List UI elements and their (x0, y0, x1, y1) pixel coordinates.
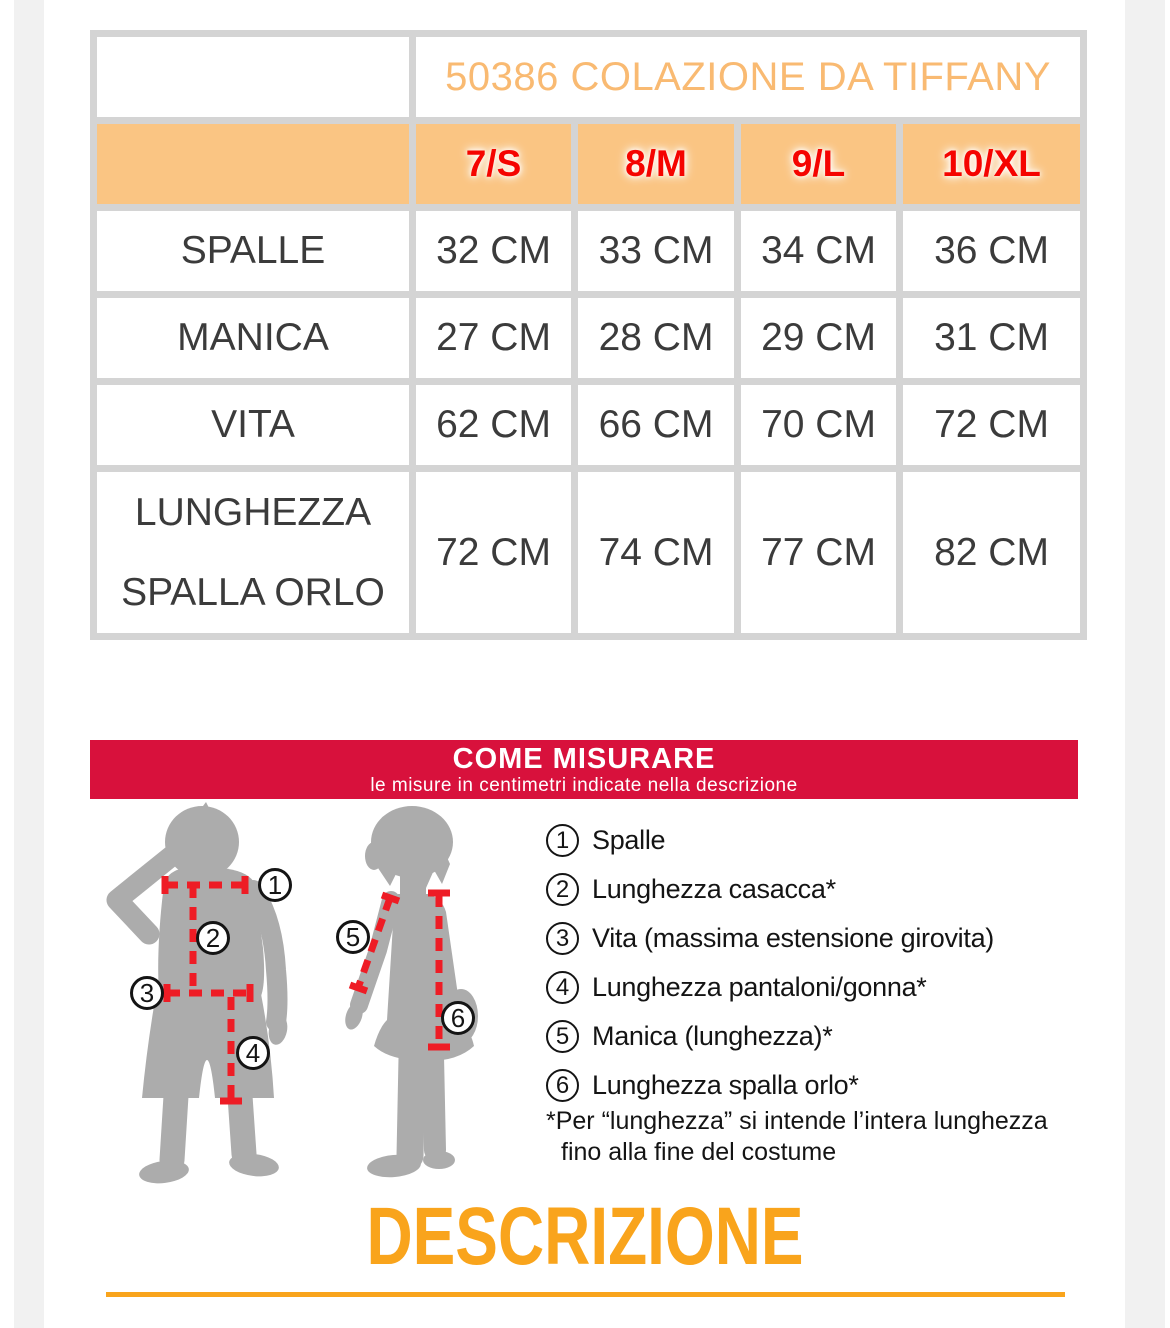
legend-label: Manica (lunghezza)* (592, 1021, 833, 1051)
legend-item-lunghezza-pantaloni (546, 963, 1091, 1012)
footnote-line-2: fino alla fine del costume (561, 1138, 837, 1166)
row-label-vita: VITA (94, 382, 413, 469)
description-section-title: DESCRIZIONE (366, 1191, 804, 1282)
size-col-7s (413, 121, 575, 208)
how-to-measure-banner (90, 740, 1078, 799)
legend-item-manica (546, 1012, 1091, 1061)
legend-num-4: 4 (546, 971, 579, 1004)
banner-title: COME MISURARE (452, 743, 716, 775)
table-cell: 66 CM (575, 382, 738, 469)
legend-item-spalle (546, 816, 1091, 865)
right-page-margin (1125, 0, 1165, 1328)
table-row-sizes (94, 121, 1084, 208)
legend-label: Lunghezza pantaloni/gonna* (592, 972, 927, 1002)
table-row-spalle (94, 208, 1084, 295)
row-label-spalle: SPALLE (94, 208, 413, 295)
size-label: 9/L (791, 143, 846, 184)
legend-label: Lunghezza spalla orlo* (592, 1070, 859, 1100)
size-label: 10/XL (942, 143, 1041, 184)
measurement-footnote (546, 1106, 1086, 1168)
legend-num-3: 3 (546, 922, 579, 955)
marker-6-circle: 6 (441, 1001, 475, 1035)
table-row-lunghezza-spalla-orlo (94, 469, 1084, 637)
table-cell: 34 CM (738, 208, 900, 295)
table-cell: 32 CM (413, 208, 575, 295)
table-row-manica (94, 295, 1084, 382)
product-title: 50386 COLAZIONE DA TIFFANY (413, 34, 1084, 121)
table-cell: 28 CM (575, 295, 738, 382)
measurement-legend (546, 816, 1091, 1110)
marker-1-circle: 1 (258, 868, 292, 902)
table-cell: 70 CM (738, 382, 900, 469)
table-row-title (94, 34, 1084, 121)
size-label: 7/S (465, 143, 522, 184)
size-label: 8/M (625, 143, 687, 184)
legend-label: Spalle (592, 825, 666, 855)
empty-corner-cell (94, 34, 413, 121)
table-cell: 29 CM (738, 295, 900, 382)
legend-item-lunghezza-spalla-orlo (546, 1061, 1091, 1110)
table-cell: 33 CM (575, 208, 738, 295)
description-divider-line (106, 1292, 1065, 1297)
row-label-manica: MANICA (94, 295, 413, 382)
row-label-line-2: SPALLA ORLO (121, 570, 385, 614)
size-col-8m (575, 121, 738, 208)
table-cell: 62 CM (413, 382, 575, 469)
measurement-diagram (90, 798, 542, 1195)
marker-4-circle: 4 (236, 1036, 270, 1070)
table-cell: 27 CM (413, 295, 575, 382)
empty-size-label-cell (94, 121, 413, 208)
row-label-line-1: LUNGHEZZA (134, 490, 372, 534)
footnote-line-1: *Per “lunghezza” si intende l’intera lunghezza (546, 1107, 1048, 1135)
table-cell: 74 CM (575, 469, 738, 637)
size-table (90, 30, 1087, 640)
marker-5-circle: 5 (336, 920, 370, 954)
legend-item-lunghezza-casacca (546, 865, 1091, 914)
legend-num-6: 6 (546, 1069, 579, 1102)
size-col-10xl (900, 121, 1084, 208)
table-cell: 72 CM (413, 469, 575, 637)
marker-2-circle: 2 (196, 921, 230, 955)
table-row-vita (94, 382, 1084, 469)
table-cell: 77 CM (738, 469, 900, 637)
legend-label: Lunghezza casacca* (592, 874, 836, 904)
marker-3-circle: 3 (130, 976, 164, 1010)
left-page-margin (14, 0, 44, 1328)
row-label-lunghezza-spalla-orlo (94, 469, 413, 637)
table-cell: 31 CM (900, 295, 1084, 382)
table-cell: 82 CM (900, 469, 1084, 637)
legend-num-1: 1 (546, 824, 579, 857)
size-col-9l (738, 121, 900, 208)
legend-num-5: 5 (546, 1020, 579, 1053)
banner-subtitle: le misure in centimetri indicate nella descrizione (370, 775, 798, 796)
table-cell: 72 CM (900, 382, 1084, 469)
legend-label: Vita (massima estensione girovita) (592, 923, 994, 953)
table-cell: 36 CM (900, 208, 1084, 295)
legend-item-vita (546, 914, 1091, 963)
legend-num-2: 2 (546, 873, 579, 906)
